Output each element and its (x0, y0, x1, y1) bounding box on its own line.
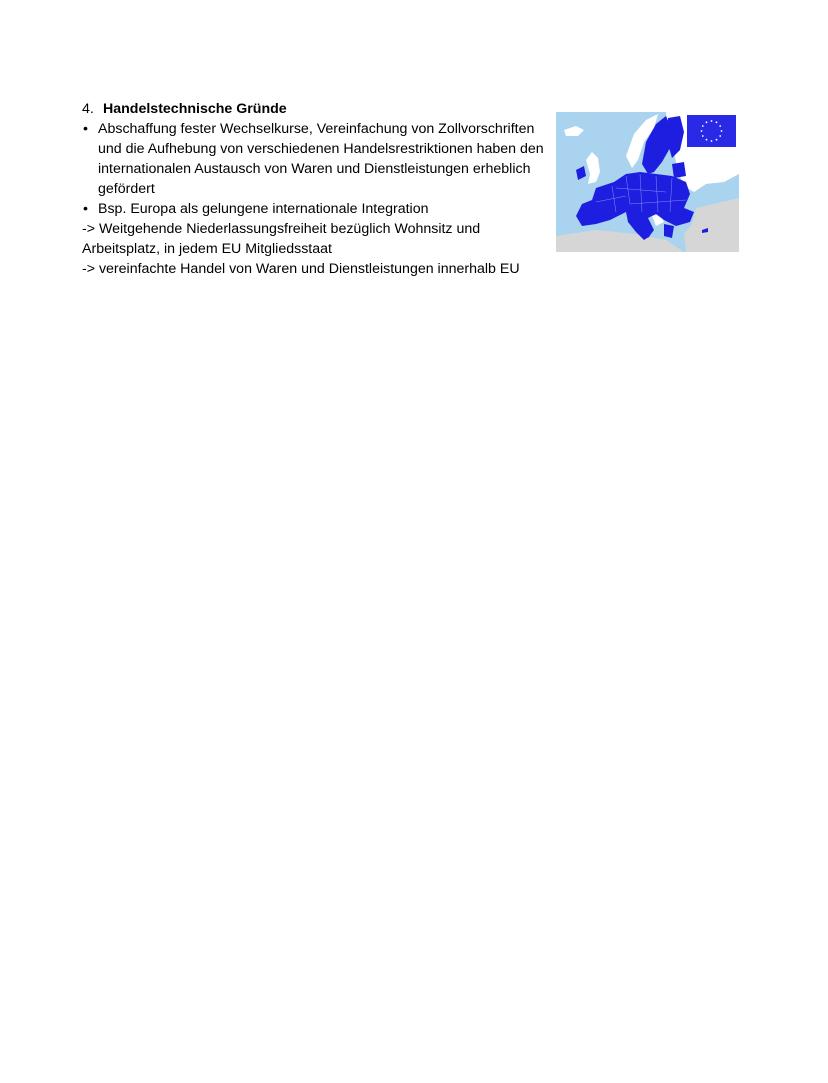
eu-map-icon (556, 112, 739, 252)
section-heading (82, 99, 552, 119)
bullet-item (82, 119, 552, 199)
eu-map-image (556, 112, 739, 252)
section-title: Handelstechnische Gründe (103, 101, 287, 117)
section-content (82, 99, 552, 279)
arrow-line: -> vereinfachte Handel von Waren und Dienstleistungen innerhalb EU (82, 261, 520, 277)
arrow-line: Arbeitsplatz, in jedem EU Mitgliedsstaat (82, 241, 332, 257)
arrow-line: -> Weitgehende Niederlassungsfreiheit bezüglich Wohnsitz und (82, 221, 481, 237)
bullet-text: Bsp. Europa als gelungene internationale Integration (98, 201, 429, 217)
section-number: 4. (82, 101, 94, 117)
bullet-icon: • (83, 201, 88, 217)
bullet-item (82, 199, 552, 219)
bullet-icon: • (83, 121, 88, 137)
bullet-text: Abschaffung fester Wechselkurse, Vereinfachung von Zollvorschriften und die Aufhebung von verschiedenen Handelsrestriktionen haben den internationalen Austausch von Waren und Dienstleistungen erheblich gefördert (98, 121, 544, 197)
